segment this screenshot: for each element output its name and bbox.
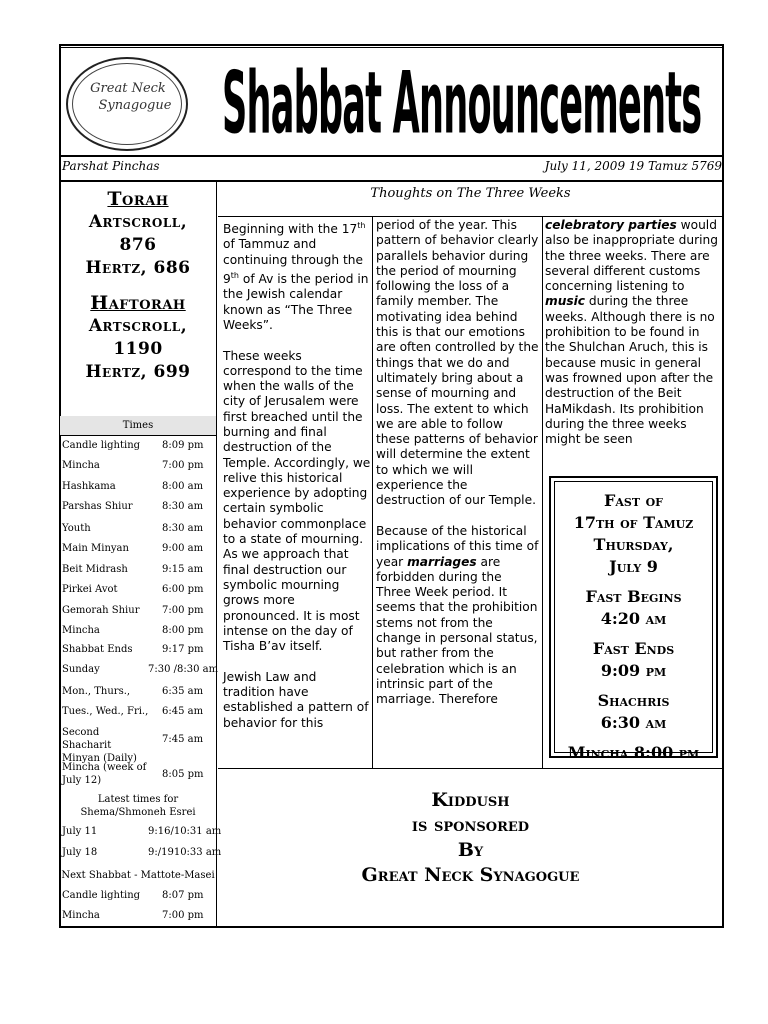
times-label: Tues., Wed., Fri.,: [62, 706, 149, 717]
kiddush-notice: [218, 788, 723, 888]
times-heading: Times: [60, 416, 216, 436]
fast-title: 17th of Tamuz: [573, 513, 694, 532]
times-value: 8:30 am: [162, 523, 204, 534]
logo-text-line: Synagogue: [98, 98, 172, 113]
times-value: 7:00 pm: [162, 910, 204, 921]
article-column-2: [376, 218, 540, 723]
times-value: 8:07 pm: [162, 890, 204, 901]
divider: [59, 155, 724, 157]
article-title: Thoughts on The Three Weeks: [370, 186, 571, 201]
times-label: Main Minyan: [62, 543, 129, 554]
fast-day: Thursday,: [593, 535, 674, 554]
haftorah-line: Artscroll,: [88, 316, 188, 336]
times-value: 6:00 pm: [162, 584, 204, 595]
times-label: Sunday: [62, 664, 100, 675]
times-label: Candle lighting: [62, 440, 141, 451]
times-value: 9:15 am: [162, 564, 204, 575]
logo-text: [76, 80, 180, 114]
kiddush-line: By: [457, 839, 484, 861]
column-rule: [542, 216, 543, 768]
parsha-name: Parshat Pinchas: [62, 159, 160, 173]
times-label: July 11: [62, 826, 98, 837]
torah-line: Hertz, 686: [85, 258, 191, 278]
times-label: Mon., Thurs.,: [62, 686, 131, 697]
fast-begins-label: Fast Begins: [585, 587, 682, 606]
fast-title: Fast of: [604, 491, 663, 510]
masthead-title: Shabbat Announcements: [222, 52, 702, 154]
kiddush-line: is sponsored: [411, 814, 530, 836]
times-value: 7:00 pm: [162, 605, 204, 616]
haftorah-heading: Haftorah: [90, 292, 186, 314]
shachris-time: 6:30 am: [600, 713, 667, 732]
fast-ends-label: Fast Ends: [592, 639, 675, 658]
times-value: 9:00 am: [162, 543, 204, 554]
torah-heading: Torah: [107, 188, 169, 210]
times-value: 8:05 pm: [162, 769, 204, 780]
divider: [218, 768, 723, 769]
times-value: 8:30 am: [162, 501, 204, 512]
article-paragraph: These weeks correspond to the time when the walls of the city of Jerusalem were first breached until the burning and final destruction of the Temple. Accordingly, we relive this historical experience by adopting certain symbolic behavior commonplace to a state of mourning. As we approach that final destruction our symbolic mourning grows more pronounced. It is most intense on the day of Tisha B’av itself.: [223, 348, 371, 654]
fast-begins-time: 4:20 am: [600, 609, 667, 628]
times-label: Mincha: [62, 625, 100, 636]
times-label: Gemorah Shiur: [62, 605, 140, 616]
times-value: 6:35 am: [162, 686, 204, 697]
article-paragraph: Because of the historical implications of this time of year marriages are forbidden during the Three Week period. It seems that the prohibition stems not from the change in personal status, but rather from the celebration which is an intrinsic part of the marriage. Therefore: [376, 523, 539, 707]
shachris-label: Shachris: [597, 691, 670, 710]
times-value: 8:09 pm: [162, 440, 204, 451]
times-label: Parshas Shiur: [62, 501, 133, 512]
times-label: Mincha (week of July 12): [62, 762, 147, 786]
divider: [218, 216, 723, 217]
times-value: 9:17 pm: [162, 644, 204, 655]
next-shabbat-note: Next Shabbat - Mattote-Masei: [61, 870, 215, 881]
column-rule: [372, 216, 373, 768]
times-label: Youth: [62, 523, 91, 534]
issue-date: July 11, 2009 19 Tamuz 5769: [544, 159, 722, 173]
times-label: Hashkama: [62, 481, 116, 492]
times-label: Beit Midrash: [62, 564, 128, 575]
times-label: Mincha: [62, 910, 100, 921]
fast-details: [554, 490, 713, 764]
latest-times-note: Latest times for Shema/Shmoneh Esrei: [80, 794, 196, 818]
haftorah-line: 1190: [113, 339, 163, 359]
times-label: Pirkei Avot: [62, 584, 118, 595]
article-column-1: [223, 218, 371, 746]
kiddush-sponsor: Great Neck Synagogue: [361, 864, 580, 886]
torah-line: Artscroll,: [88, 212, 188, 232]
times-label: Shabbat Ends: [62, 644, 133, 655]
logo-text-line: Great Neck: [90, 81, 166, 96]
times-value: 8:00 am: [162, 481, 204, 492]
article-paragraph: period of the year. This pattern of behavior clearly parallels behavior during the period of mourning following the loss of a family member. The motivating idea behind this is that our emotions are often controlled by the things that we do and ultimately bring about a sense of mourning and loss. The extent to which we are able to follow these patterns of behavior will determine the extent to which we will experience the destruction of our Temple.: [376, 218, 539, 508]
times-label: Mincha: [62, 460, 100, 471]
article-paragraph: Jewish Law and tradition have established a pattern of behavior for this: [223, 669, 369, 730]
times-label: Candle lighting: [62, 890, 141, 901]
times-value: 9:16/10:31 am: [148, 826, 222, 837]
mincha-time: Mincha 8:00 pm: [567, 743, 700, 762]
fast-date: July 9: [609, 557, 658, 576]
times-value: 7:45 am: [162, 734, 204, 745]
article-paragraph: celebratory parties would also be inappropriate during the three weeks. There are several different customs concerning listening to music during the three weeks. Although there is no prohibition to be found in the Shulchan Aruch, this is because music in general was frowned upon after the destruction of the Beit HaMikdash. Its prohibition during the three weeks might be seen: [545, 218, 718, 447]
times-value: 9:/1910:33 am: [148, 847, 222, 858]
torah-line: 876: [119, 235, 157, 255]
article-column-3: [545, 218, 720, 463]
times-value: 8:00 pm: [162, 625, 204, 636]
times-value: 6:45 am: [162, 706, 204, 717]
times-value: 7:30 /8:30 am: [148, 664, 219, 675]
fast-ends-time: 9:09 pm: [600, 661, 667, 680]
kiddush-title: Kiddush: [431, 789, 510, 811]
times-label: Second Shacharit Minyan (Daily): [62, 727, 137, 764]
haftorah-line: Hertz, 699: [85, 362, 191, 382]
article-paragraph: Beginning with the 17th of Tammuz and continuing through the 9th of Av is the period in the Jewish calendar known as “The Three Weeks”.: [223, 221, 369, 332]
times-value: 7:00 pm: [162, 460, 204, 471]
times-label: July 18: [62, 847, 98, 858]
readings-block: [60, 188, 216, 384]
